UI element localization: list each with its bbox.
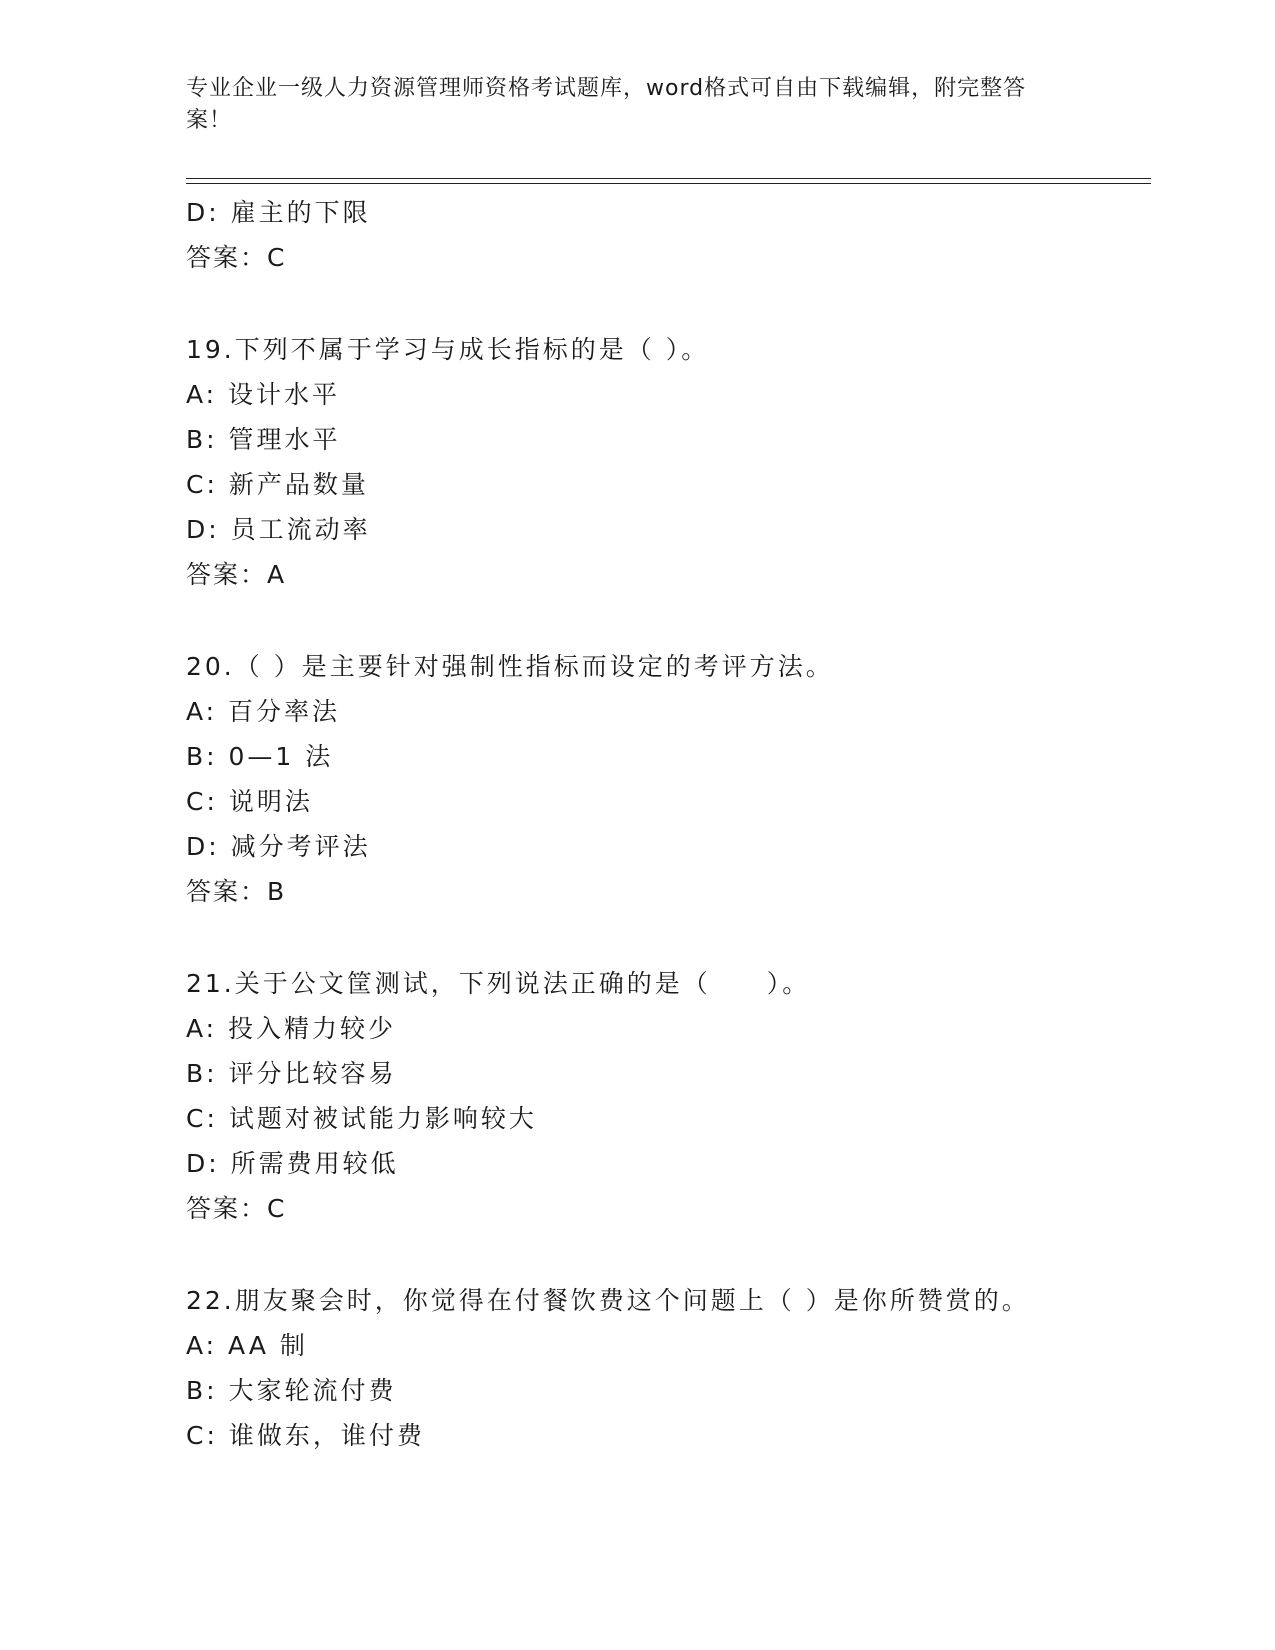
question-block-21: [186, 961, 1151, 1231]
question-text: 19.下列不属于学习与成长指标的是（ ）。: [186, 335, 710, 364]
option-a: A: 投入精力较少: [186, 1014, 397, 1043]
option-d: D: 减分考评法: [186, 832, 371, 861]
option-c: C: 新产品数量: [186, 470, 369, 499]
question-text: 21.关于公文筐测试，下列说法正确的是（ ）。: [186, 969, 811, 998]
option-d: D: 员工流动率: [186, 515, 371, 544]
option-c: C: 说明法: [186, 787, 313, 816]
option-a: A: 设计水平: [186, 380, 341, 409]
block-gap: [186, 280, 1151, 327]
question-list: [186, 190, 1151, 1458]
question-text: 22.朋友聚会时，你觉得在付餐饮费这个问题上（ ）是你所赞赏的。: [186, 1286, 1030, 1315]
answer-line: 答案：C: [186, 243, 287, 272]
header-note: 专业企业一级人力资源管理师资格考试题库，word格式可自由下载编辑，附完整答案！: [186, 76, 1027, 133]
option-b: B: 大家轮流付费: [186, 1376, 397, 1405]
block-gap: [186, 1231, 1151, 1278]
option-a: A: 百分率法: [186, 697, 341, 726]
option-d: D: 所需费用较低: [186, 1149, 399, 1178]
option-a: A: AA 制: [186, 1331, 308, 1360]
block-gap: [186, 914, 1151, 961]
answer-line: 答案：A: [186, 560, 287, 589]
question-block-22: [186, 1278, 1151, 1458]
option-b: B: 0—1 法: [186, 742, 334, 771]
header-rule-top: [186, 178, 1151, 179]
option-b: B: 评分比较容易: [186, 1059, 397, 1088]
question-block-18: [186, 190, 1151, 280]
option-c: C: 谁做东，谁付费: [186, 1421, 425, 1450]
question-block-19: [186, 327, 1151, 597]
block-gap: [186, 597, 1151, 644]
option-d: D: 雇主的下限: [186, 198, 371, 227]
option-c: C: 试题对被试能力影响较大: [186, 1104, 537, 1133]
answer-line: 答案：C: [186, 1194, 287, 1223]
question-block-20: [186, 644, 1151, 914]
question-text: 20.（ ）是主要针对强制性指标而设定的考评方法。: [186, 652, 834, 681]
option-b: B: 管理水平: [186, 425, 341, 454]
answer-line: 答案：B: [186, 877, 287, 906]
header-rule-bottom: [186, 183, 1151, 184]
